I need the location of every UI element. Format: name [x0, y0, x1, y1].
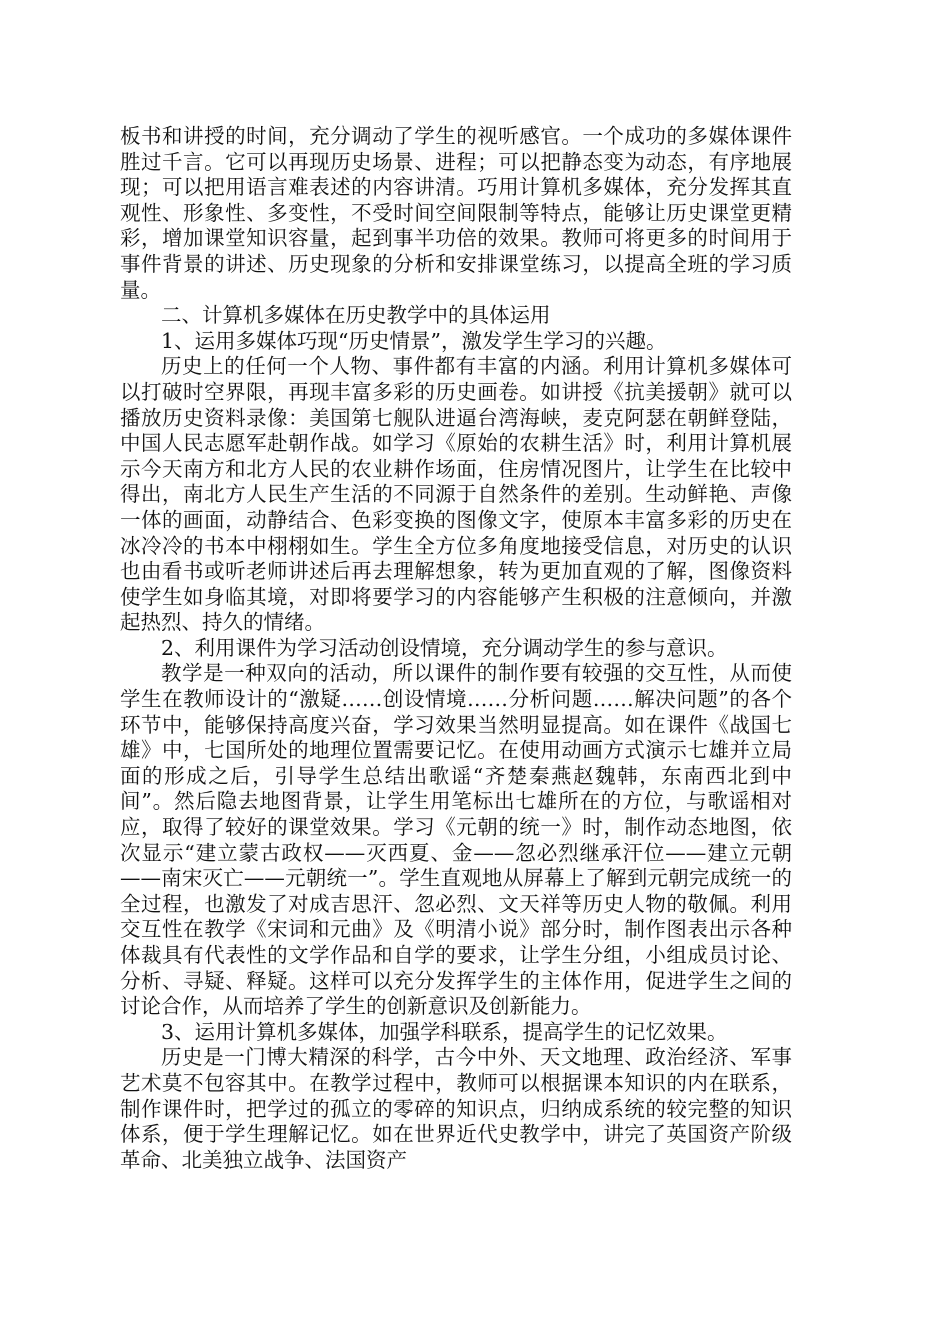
- subheading-1: 1、运用多媒体巧现“历史情景”，激发学生学习的兴趣。: [161, 328, 667, 353]
- paragraph-interactive-courseware: 教学是一种双向的活动，所以课件的制作要有较强的交互性，从而使学生在教师设计的“激疑……创设情境……分析问题……解决问题”的各个环节中，能够保持高度兴奋，学习效果当然明显提高。如在课件《战国七雄》中，七国所处的地理位置需要记忆。在使用动画方式演示七雄并立局面的形成之后，引导学生总结出歌谣“齐楚秦燕赵魏韩，东南西北到中间”。然后隐去地图背景，让学生用笔标出七雄所在的方位，与歌谣相对应，取得了较好的课堂效果。学习《元朝的统一》时，制作动态地图，依次显示“建立蒙古政权——灭西夏、金——忽必烈继承汗位——建立元朝——南宋灭亡——元朝统一”。学生直观地从屏幕上了解到元朝完成统一的全过程，也激发了对成吉思汗、忽必烈、文天祥等历史人物的敬佩。利用交互性在教学《宋词和元曲》及《明清小说》部分时，制作图表出示各种体裁具有代表性的文学作品和自学的要求，让学生分组，小组成员讨论、分析、寻疑、释疑。这样可以充分发挥学生的主体作用，促进学生之间的讨论合作，从而培养了学生的创新意识及创新能力。: [120, 661, 792, 1019]
- document-page: [120, 124, 792, 1173]
- subheading-3: 3、运用计算机多媒体，加强学科联系，提高学生的记忆效果。: [161, 1019, 728, 1044]
- paragraph-history-scenes: 历史上的任何一个人物、事件都有丰富的内涵。利用计算机多媒体可以打破时空界限，再现丰富多彩的历史画卷。如讲授《抗美援朝》就可以播放历史资料录像：美国第七舰队进逼台湾海峡，麦克阿瑟在朝鲜登陆，中国人民志愿军赴朝作战。如学习《原始的农耕生活》时，利用计算机展示今天南方和北方人民的农业耕作场面，住房情况图片，让学生在比较中得出，南北方人民生产生活的不同源于自然条件的差别。生动鲜艳、声像一体的画面，动静结合、色彩变换的图像文字，使原本丰富多彩的历史在冰冷冷的书本中栩栩如生。学生全方位多角度地接受信息，对历史的认识也由看书或听老师讲述后再去理解想象，转为更加直观的了解，图像资料使学生如身临其境，对即将要学习的内容能够产生积极的注意倾向，并激起热烈、持久的情绪。: [120, 354, 792, 635]
- paragraph-intro-continued: 板书和讲授的时间，充分调动了学生的视听感官。一个成功的多媒体课件胜过千言。它可以再现历史场景、进程；可以把静态变为动态，有序地展现；可以把用语言难表述的内容讲清。巧用计算机多媒体，充分发挥其直观性、形象性、多变性，不受时间空间限制等特点，能够让历史课堂更精彩，增加课堂知识容量，起到事半功倍的效果。教师可将更多的时间用于事件背景的讲述、历史现象的分析和安排课堂练习，以提高全班的学习质量。: [120, 124, 792, 302]
- paragraph-subject-links: 历史是一门博大精深的科学，古今中外、天文地理、政治经济、军事艺术莫不包容其中。在教学过程中，教师可以根据课本知识的内在联系，制作课件时，把学过的孤立的零碎的知识点，归纳成系统的较完整的知识体系，便于学生理解记忆。如在世界近代史教学中，讲完了英国资产阶级革命、北美独立战争、法国资产: [120, 1045, 792, 1172]
- subheading-2: 2、利用课件为学习活动创设情境，充分调动学生的参与意识。: [161, 635, 728, 660]
- section-heading-2: 二、计算机多媒体在历史教学中的具体运用: [161, 303, 551, 328]
